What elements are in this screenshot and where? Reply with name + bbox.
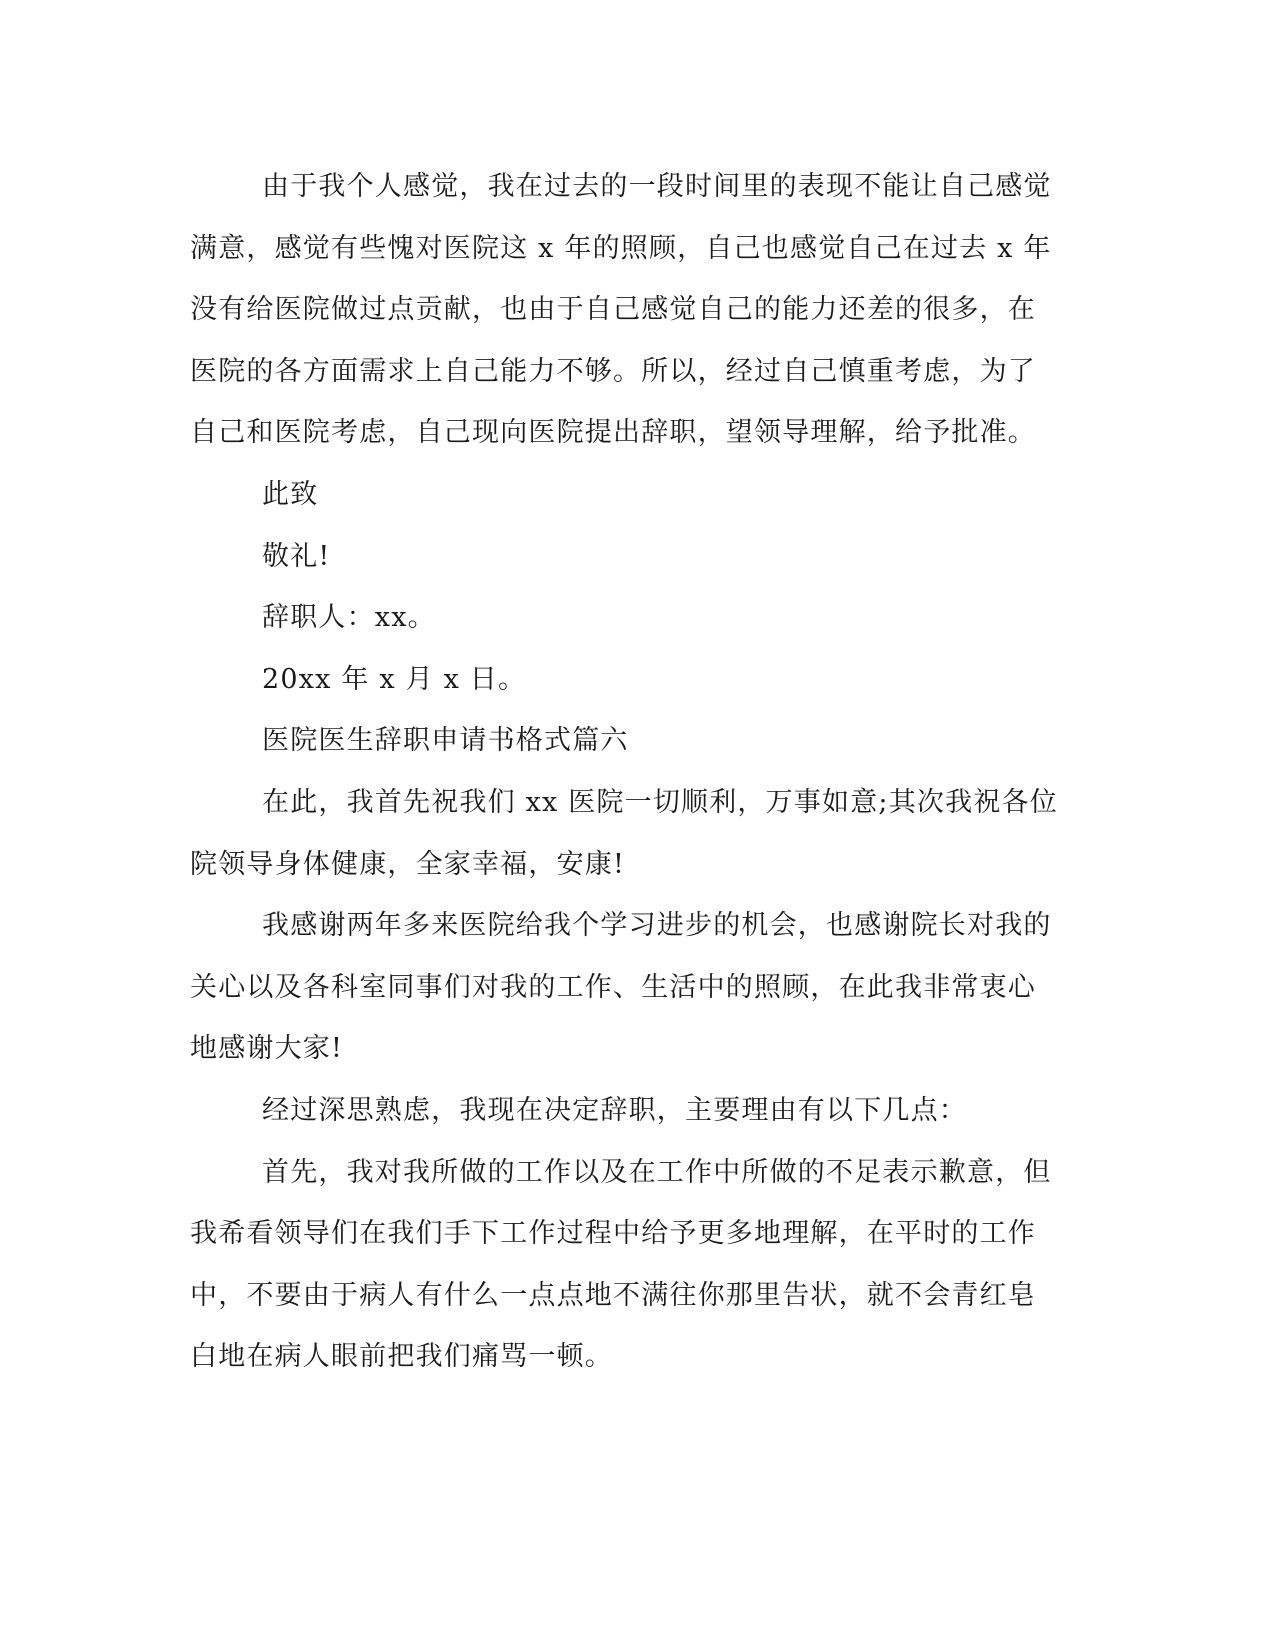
salutation-regards: 敬礼! [262, 540, 331, 572]
paragraph-line: 地感谢大家! [190, 1033, 344, 1065]
paragraph-line: 我感谢两年多来医院给我个学习进步的机会，也感谢院长对我的 [262, 910, 1052, 942]
paragraph-line: 我希看领导们在我们手下工作过程中给予更多地理解，在平时的工作 [190, 1218, 1036, 1250]
paragraph-line: 由于我个人感觉，我在过去的一段时间里的表现不能让自己感觉 [262, 171, 1052, 202]
paragraph-line: 院领导身体健康，全家幸福，安康! [190, 848, 626, 880]
paragraph-line: 关心以及各科室同事们对我的工作、生活中的照顾，在此我非常衷心 [190, 971, 1036, 1003]
paragraph-line: 首先，我对我所做的工作以及在工作中所做的不足表示歉意，但 [262, 1156, 1052, 1188]
document-body [190, 156, 1080, 1388]
paragraph-line: 在此，我首先祝我们 xx 医院一切顺利，万事如意;其次我祝各位 [262, 786, 1058, 818]
paragraph-line: 白地在病人眼前把我们痛骂一顿。 [190, 1341, 613, 1373]
signature-line: 辞职人：xx。 [262, 602, 436, 634]
paragraph-line: 中，不要由于病人有什么一点点地不满往你那里告状，就不会青红皂 [190, 1279, 1036, 1311]
section-heading: 医院医生辞职申请书格式篇六 [262, 725, 629, 757]
paragraph-line: 自己和医院考虑，自己现向医院提出辞职，望领导理解，给予批准。 [190, 417, 1036, 449]
paragraph-line: 没有给医院做过点贡献，也由于自己感觉自己的能力还差的很多，在 [190, 294, 1036, 326]
paragraph-line: 满意，感觉有些愧对医院这 x 年的照顾，自己也感觉自己在过去 x 年 [190, 232, 1052, 264]
paragraph-line: 医院的各方面需求上自己能力不够。所以，经过自己慎重考虑，为了 [190, 355, 1036, 387]
date-line: 20xx 年 x 月 x 日。 [262, 663, 527, 695]
paragraph-line: 经过深思熟虑，我现在决定辞职，主要理由有以下几点： [262, 1094, 967, 1126]
salutation-closing: 此致 [262, 478, 319, 510]
